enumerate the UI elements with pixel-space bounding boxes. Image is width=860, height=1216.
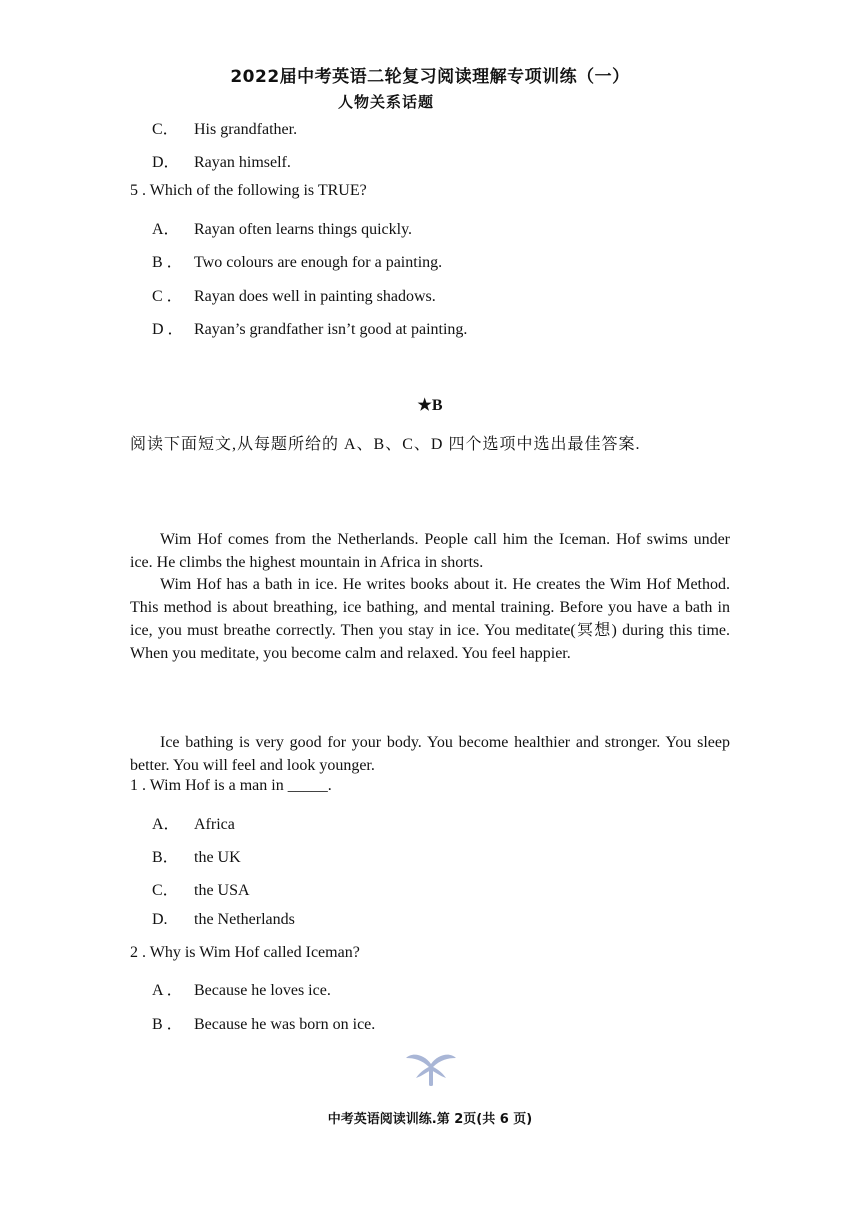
option-letter: C ． xyxy=(152,288,183,305)
option-text: His grandfather. xyxy=(194,121,298,138)
section-instruction: 阅读下面短文,从每题所给的 A、B、C、D 四个选项中选出最佳答案. xyxy=(130,436,641,453)
option-text: Rayan does well in painting shadows. xyxy=(194,288,436,305)
option-text: Rayan often learns things quickly. xyxy=(194,221,413,238)
page-subtitle: 人物关系话题 xyxy=(338,93,435,111)
question-1-stem: 1 . Wim Hof is a man in _____. xyxy=(130,777,332,794)
option-text: Rayan’s grandfather isn’t good at painting. xyxy=(194,321,468,338)
page-footer: 中考英语阅读训练.第 2页(共 6 页) xyxy=(327,1112,533,1127)
option-text: the USA xyxy=(194,882,250,899)
option-letter: D ． xyxy=(152,321,184,338)
section-heading: ★B xyxy=(417,397,443,414)
option-letter: A． xyxy=(152,816,180,833)
option-letter: B． xyxy=(152,849,179,866)
option-letter: B ． xyxy=(152,1016,183,1033)
question-2-stem: 2 . Why is Wim Hof called Iceman? xyxy=(130,944,360,961)
question-5-stem: 5 . Which of the following is TRUE? xyxy=(130,182,367,199)
option-d xyxy=(152,149,291,172)
option-text: Because he loves ice. xyxy=(194,982,331,999)
option-letter: A ． xyxy=(152,982,183,999)
option-c xyxy=(152,283,436,306)
option-text: the Netherlands xyxy=(194,911,295,928)
option-text: Two colours are enough for a painting. xyxy=(194,254,443,271)
option-letter: C． xyxy=(152,882,179,899)
option-a xyxy=(152,977,331,1000)
paragraph-text: Ice bathing is very good for your body. You become healthier and stronger. You sleep better. You will feel and look younger. xyxy=(130,734,730,774)
option-b xyxy=(152,1011,375,1034)
option-text: Because he was born on ice. xyxy=(194,1016,376,1033)
option-a xyxy=(152,216,412,239)
option-letter: C． xyxy=(152,121,179,138)
option-letter: B ． xyxy=(152,254,183,271)
paragraph-text: Wim Hof comes from the Netherlands. People call him the Iceman. Hof swims under ice. He climbs the highest mountain in Africa in shorts. xyxy=(130,531,730,571)
passage-paragraph-1 xyxy=(130,528,730,574)
option-letter: D． xyxy=(152,154,180,171)
option-d xyxy=(152,316,467,339)
flower-logo-icon xyxy=(404,1050,458,1088)
option-b xyxy=(152,844,241,867)
page-title: 2022届中考英语二轮复习阅读理解专项训练（一） xyxy=(230,67,630,87)
option-d xyxy=(152,911,295,929)
option-b xyxy=(152,249,442,272)
option-letter: A． xyxy=(152,221,180,238)
option-text: the UK xyxy=(194,849,241,866)
option-text: Africa xyxy=(194,816,235,833)
option-letter: D. xyxy=(152,911,168,928)
option-c xyxy=(152,877,250,900)
option-text: Rayan himself. xyxy=(194,154,291,171)
paragraph-text: Wim Hof has a bath in ice. He writes books about it. He creates the Wim Hof Method. This method is about breathing, ice bathing, and mental training. Before you have a bath in ice, you must breathe correctly. Then you stay in ice. You meditate(冥想) during this time. When you meditate, you become calm and relaxed. You feel happier. xyxy=(130,576,730,662)
passage-paragraph-3 xyxy=(130,731,730,777)
option-c xyxy=(152,116,297,139)
passage-paragraph-2 xyxy=(130,573,730,665)
option-a xyxy=(152,811,235,834)
